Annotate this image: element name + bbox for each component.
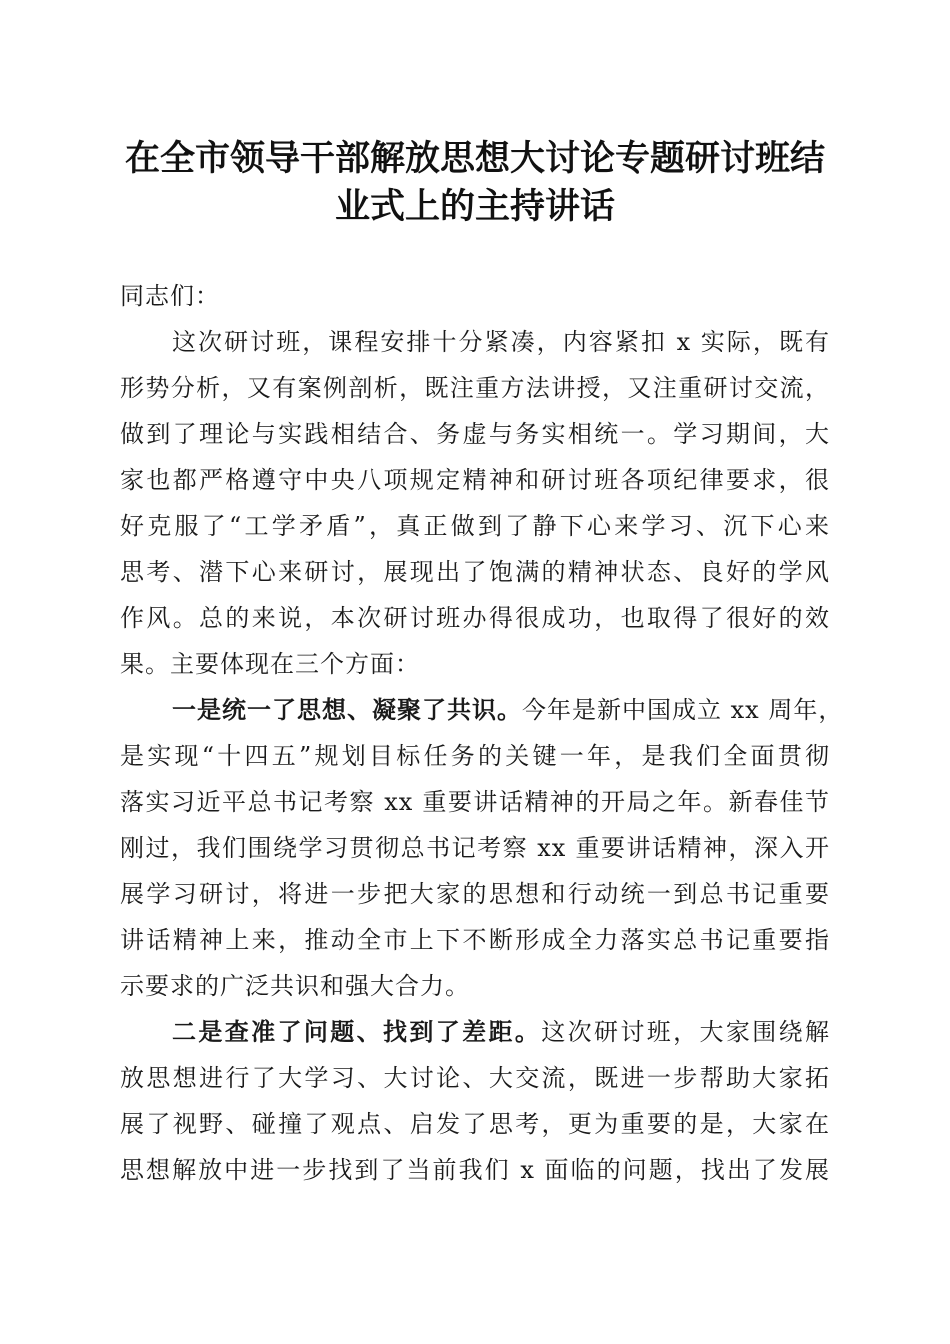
paragraph-line: 好克服了“工学矛盾”，真正做到了静下心来学习、沉下心来	[120, 512, 830, 540]
paragraph-line: 作风。总的来说，本次研讨班办得很成功，也取得了很好的效	[120, 604, 830, 632]
paragraph-lead: 二是查准了问题、找到了差距。	[172, 1017, 542, 1046]
paragraph-text: 今年是新中国成立 xx 周年，	[522, 696, 844, 724]
paragraph-first-line	[172, 688, 844, 732]
paragraph-line: 刚过，我们围绕学习贯彻总书记考察 xx 重要讲话精神，深入开	[120, 834, 830, 862]
paragraph-lead: 一是统一了思想、凝聚了共识。	[172, 695, 522, 724]
paragraph-line: 落实习近平总书记考察 xx 重要讲话精神的开局之年。新春佳节	[120, 788, 830, 816]
paragraph-line: 这次研讨班，课程安排十分紧凑，内容紧扣 x 实际，既有	[172, 328, 830, 356]
paragraph-line: 果。主要体现在三个方面：	[120, 650, 420, 678]
paragraph-line: 思想解放中进一步找到了当前我们 x 面临的问题，找出了发展	[120, 1156, 830, 1184]
paragraph-line: 形势分析，又有案例剖析，既注重方法讲授，又注重研讨交流，	[120, 374, 830, 402]
paragraph-line: 示要求的广泛共识和强大合力。	[120, 972, 470, 1000]
paragraph-line: 是实现“十四五”规划目标任务的关键一年，是我们全面贯彻	[120, 742, 830, 770]
paragraph-line: 展学习研讨，将进一步把大家的思想和行动统一到总书记重要	[120, 880, 830, 908]
paragraph-line: 家也都严格遵守中央八项规定精神和研讨班各项纪律要求，很	[120, 466, 830, 494]
paragraph-line: 做到了理论与实践相结合、务虚与务实相统一。学习期间，大	[120, 420, 830, 448]
paragraph-first-line	[172, 1010, 830, 1054]
document-title-line-1: 在全市领导干部解放思想大讨论专题研讨班结	[124, 138, 825, 179]
paragraph-line: 讲话精神上来，推动全市上下不断形成全力落实总书记重要指	[120, 926, 830, 954]
paragraph-line: 放思想进行了大学习、大讨论、大交流，既进一步帮助大家拓	[120, 1064, 830, 1092]
paragraph-text: 这次研讨班，大家围绕解	[541, 1018, 830, 1046]
paragraph-line: 展了视野、碰撞了观点、启发了思考，更为重要的是，大家在	[120, 1110, 830, 1138]
paragraph-line: 思考、潜下心来研讨，展现出了饱满的精神状态、良好的学风	[120, 558, 830, 586]
salutation: 同志们：	[120, 282, 220, 310]
document-title-line-2: 业式上的主持讲话	[334, 186, 615, 227]
